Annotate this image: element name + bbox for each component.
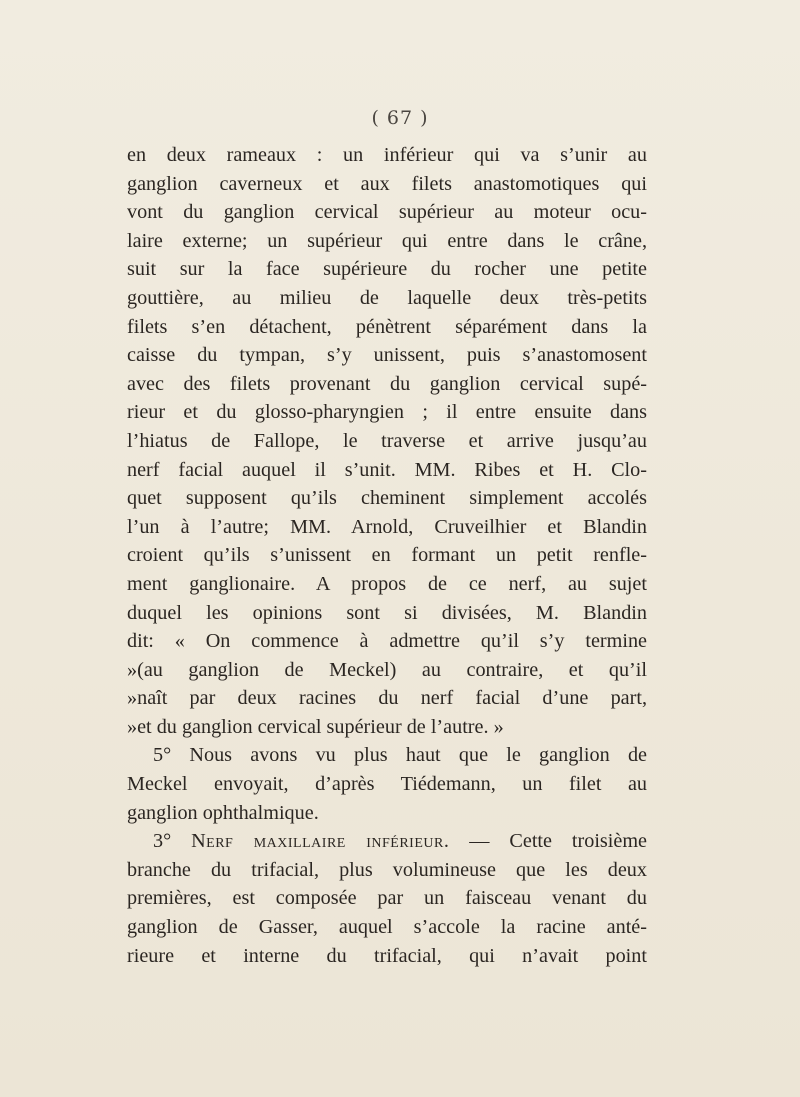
text-line: dit: « On commence à admettre qu’il s’y termine [127,630,647,653]
body-text [127,141,647,970]
text-line: rieur et du glosso-pharyngien ; il entre ensuite dans [127,401,647,424]
text-line: nerf facial auquel il s’unit. MM. Ribes et H. Clo- [127,458,647,481]
text-line: ganglion ophthalmique. [127,801,319,824]
text-line: l’un à l’autre; MM. Arnold, Cruveilhier et Blandin [127,515,647,538]
section-dash: — [469,830,490,853]
section-number: 3° [153,830,172,853]
text-line: en deux rameaux : un inférieur qui va s’unir au [127,144,647,166]
text-line: laire externe; un supérieur qui entre dans le crâne, [127,229,647,252]
text-line: 5° Nous avons vu plus haut que le ganglion de [153,744,647,767]
text-line: croient qu’ils s’unissent en formant un petit renfle- [127,544,647,567]
page-number: ( 67 ) [371,107,429,129]
text-line: premières, est composée par un faisceau venant du [127,887,647,910]
text-line: ment ganglionaire. A propos de ce nerf, au sujet [127,572,647,595]
text-line: gouttière, au milieu de laquelle deux très-petits [127,286,647,309]
text-line: filets s’en détachent, pénètrent séparément dans la [127,315,647,338]
text-line: ganglion caverneux et aux filets anastomotiques qui [127,172,647,195]
text-line: duquel les opinions sont si divisées, M. Blandin [127,601,647,624]
text-line: »(au ganglion de Meckel) au contraire, et qu’il [127,658,647,681]
text-line: Meckel envoyait, d’après Tiédemann, un filet au [127,773,647,796]
section-first-line-text: Cette troisième [509,830,647,853]
text-line: ganglion de Gasser, auquel s’accole la racine anté- [127,916,647,939]
text-line: vont du ganglion cervical supérieur au moteur ocu- [127,201,647,224]
text-line: »naît par deux racines du nerf facial d’une part, [127,687,647,710]
section-heading: Nerf maxillaire inférieur. [191,830,450,853]
text-line: rieure et interne du trifacial, qui n’avait point [127,944,647,967]
text-line: »et du ganglion cervical supérieur de l’autre. » [127,715,504,738]
text-line: quet supposent qu’ils cheminent simplement accolés [127,487,647,510]
text-line: branche du trifacial, plus volumineuse que les deux [127,858,647,881]
text-line: caisse du tympan, s’y unissent, puis s’anastomosent [127,344,647,367]
text-line: suit sur la face supérieure du rocher une petite [127,258,647,281]
text-line: avec des filets provenant du ganglion cervical supé- [127,372,647,395]
text-line: l’hiatus de Fallope, le traverse et arrive jusqu’au [127,429,647,452]
section-heading-line [127,827,647,856]
